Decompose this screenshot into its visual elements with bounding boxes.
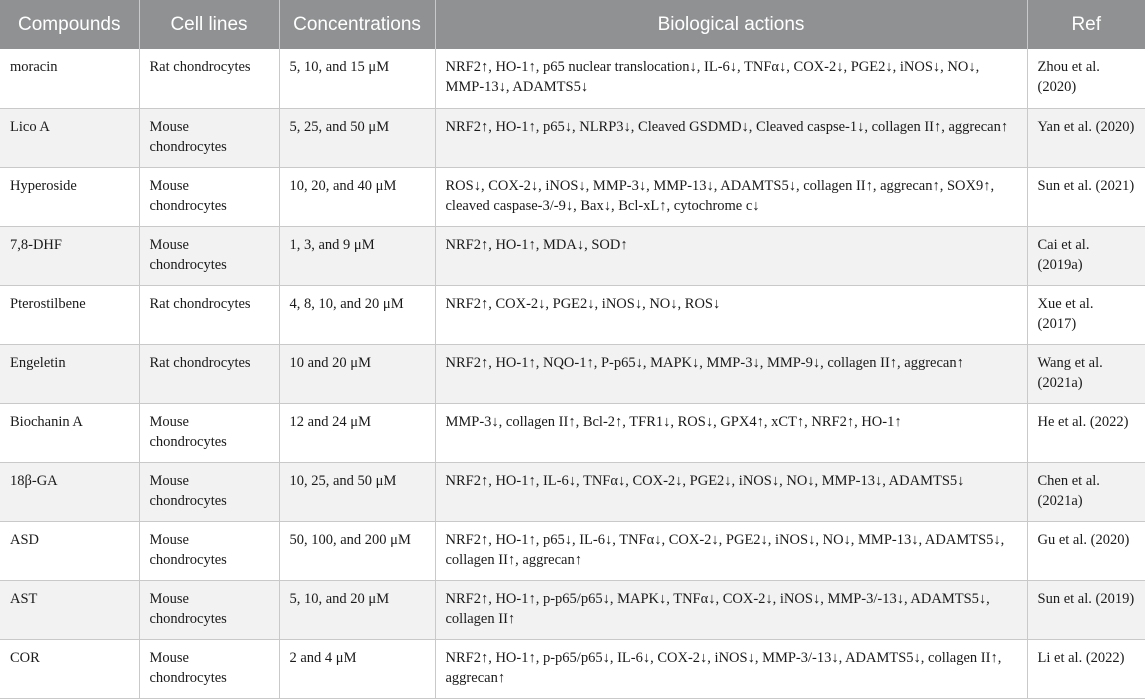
- header-row: [0, 0, 1145, 49]
- cell-biological-actions: ROS↓, COX-2↓, iNOS↓, MMP-3↓, MMP-13↓, ADAMTS5↓, collagen II↑, aggrecan↑, SOX9↑, cleaved caspase-3/-9↓, Bax↓, Bcl-xL↑, cytochrome c↓: [435, 167, 1027, 226]
- cell-biological-actions: NRF2↑, HO-1↑, p65↓, IL-6↓, TNFα↓, COX-2↓, PGE2↓, iNOS↓, NO↓, MMP-13↓, ADAMTS5↓, collagen II↑, aggrecan↑: [435, 521, 1027, 580]
- cell-ref: Li et al. (2022): [1027, 639, 1145, 698]
- cell-cell-line: Mouse chondrocytes: [139, 462, 279, 521]
- table-row: [0, 226, 1145, 285]
- cell-concentration: 5, 10, and 15 μM: [279, 49, 435, 108]
- cell-concentration: 5, 10, and 20 μM: [279, 580, 435, 639]
- header-concentrations: Concentrations: [279, 0, 435, 49]
- cell-concentration: 5, 25, and 50 μM: [279, 108, 435, 167]
- cell-biological-actions: NRF2↑, HO-1↑, p65↓, NLRP3↓, Cleaved GSDMD↓, Cleaved caspse-1↓, collagen II↑, aggrecan↑: [435, 108, 1027, 167]
- cell-biological-actions: MMP-3↓, collagen II↑, Bcl-2↑, TFR1↓, ROS↓, GPX4↑, xCT↑, NRF2↑, HO-1↑: [435, 403, 1027, 462]
- table-row: [0, 167, 1145, 226]
- cell-cell-line: Rat chondrocytes: [139, 49, 279, 108]
- cell-ref: Zhou et al. (2020): [1027, 49, 1145, 108]
- cell-ref: Xue et al. (2017): [1027, 285, 1145, 344]
- cell-biological-actions: NRF2↑, HO-1↑, NQO-1↑, P-p65↓, MAPK↓, MMP-3↓, MMP-9↓, collagen II↑, aggrecan↑: [435, 344, 1027, 403]
- cell-ref: Yan et al. (2020): [1027, 108, 1145, 167]
- table-row: [0, 521, 1145, 580]
- cell-cell-line: Mouse chondrocytes: [139, 521, 279, 580]
- table-body: [0, 49, 1145, 698]
- cell-compound: Pterostilbene: [0, 285, 139, 344]
- cell-concentration: 10, 25, and 50 μM: [279, 462, 435, 521]
- table-row: [0, 580, 1145, 639]
- cell-concentration: 50, 100, and 200 μM: [279, 521, 435, 580]
- table-row: [0, 639, 1145, 698]
- cell-biological-actions: NRF2↑, COX-2↓, PGE2↓, iNOS↓, NO↓, ROS↓: [435, 285, 1027, 344]
- cell-compound: 7,8-DHF: [0, 226, 139, 285]
- table-row: [0, 462, 1145, 521]
- cell-cell-line: Mouse chondrocytes: [139, 108, 279, 167]
- cell-cell-line: Mouse chondrocytes: [139, 403, 279, 462]
- cell-compound: 18β-GA: [0, 462, 139, 521]
- cell-ref: He et al. (2022): [1027, 403, 1145, 462]
- table-row: [0, 403, 1145, 462]
- cell-ref: Sun et al. (2021): [1027, 167, 1145, 226]
- cell-cell-line: Mouse chondrocytes: [139, 580, 279, 639]
- cell-compound: COR: [0, 639, 139, 698]
- cell-ref: Gu et al. (2020): [1027, 521, 1145, 580]
- cell-concentration: 10 and 20 μM: [279, 344, 435, 403]
- cell-compound: Biochanin A: [0, 403, 139, 462]
- cell-compound: moracin: [0, 49, 139, 108]
- cell-concentration: 10, 20, and 40 μM: [279, 167, 435, 226]
- cell-biological-actions: NRF2↑, HO-1↑, p-p65/p65↓, IL-6↓, COX-2↓, iNOS↓, MMP-3/-13↓, ADAMTS5↓, collagen II↑, aggrecan↑: [435, 639, 1027, 698]
- header-cell-lines: Cell lines: [139, 0, 279, 49]
- cell-cell-line: Rat chondrocytes: [139, 344, 279, 403]
- table-row: [0, 49, 1145, 108]
- header-compounds: Compounds: [18, 13, 121, 35]
- cell-biological-actions: NRF2↑, HO-1↑, p65 nuclear translocation↓, IL-6↓, TNFα↓, COX-2↓, PGE2↓, iNOS↓, NO↓, MMP-13↓, ADAMTS5↓: [435, 49, 1027, 108]
- cell-concentration: 1, 3, and 9 μM: [279, 226, 435, 285]
- cell-cell-line: Rat chondrocytes: [139, 285, 279, 344]
- cell-biological-actions: NRF2↑, HO-1↑, p-p65/p65↓, MAPK↓, TNFα↓, COX-2↓, iNOS↓, MMP-3/-13↓, ADAMTS5↓, collagen II↑: [435, 580, 1027, 639]
- cell-cell-line: Mouse chondrocytes: [139, 639, 279, 698]
- cell-biological-actions: NRF2↑, HO-1↑, MDA↓, SOD↑: [435, 226, 1027, 285]
- cell-biological-actions: NRF2↑, HO-1↑, IL-6↓, TNFα↓, COX-2↓, PGE2↓, iNOS↓, NO↓, MMP-13↓, ADAMTS5↓: [435, 462, 1027, 521]
- cell-compound: AST: [0, 580, 139, 639]
- cell-concentration: 4, 8, 10, and 20 μM: [279, 285, 435, 344]
- header-biological-actions: Biological actions: [435, 0, 1027, 49]
- cell-compound: Engeletin: [0, 344, 139, 403]
- cell-ref: Wang et al. (2021a): [1027, 344, 1145, 403]
- cell-ref: Chen et al. (2021a): [1027, 462, 1145, 521]
- cell-ref: Sun et al. (2019): [1027, 580, 1145, 639]
- table-header: [0, 0, 1145, 49]
- cell-ref: Cai et al. (2019a): [1027, 226, 1145, 285]
- header-ref: Ref: [1027, 0, 1145, 49]
- cell-compound: Hyperoside: [0, 167, 139, 226]
- cell-concentration: 2 and 4 μM: [279, 639, 435, 698]
- cell-compound: Lico A: [0, 108, 139, 167]
- cell-compound: ASD: [0, 521, 139, 580]
- cell-cell-line: Mouse chondrocytes: [139, 226, 279, 285]
- table-row: [0, 108, 1145, 167]
- cell-cell-line: Mouse chondrocytes: [139, 167, 279, 226]
- table-row: [0, 285, 1145, 344]
- cell-concentration: 12 and 24 μM: [279, 403, 435, 462]
- table-row: [0, 344, 1145, 403]
